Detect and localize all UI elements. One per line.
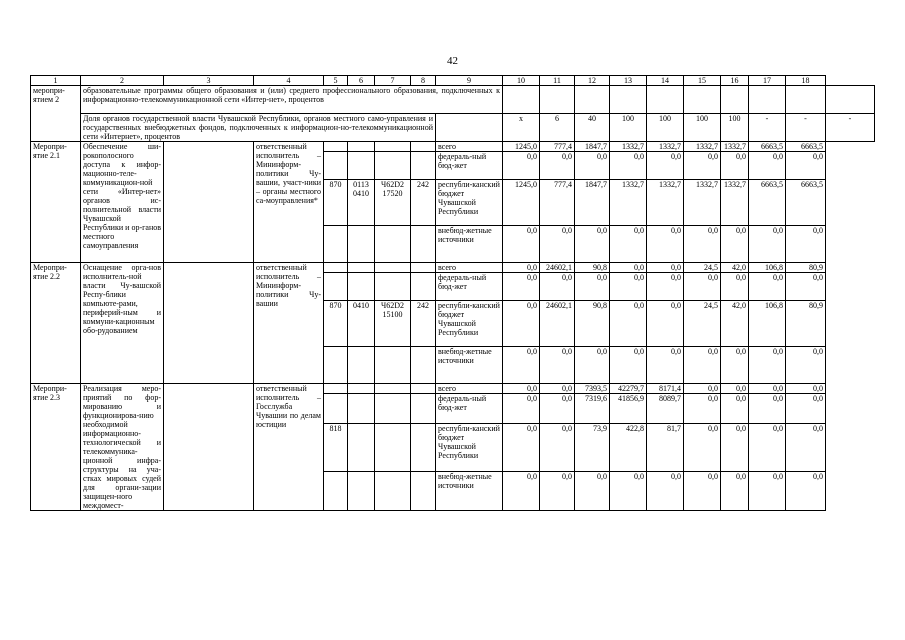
header-cell: 13 [610,76,647,86]
funding-source-cell: республи-канский бюджет Чувашской Республики [436,423,503,471]
page-number: 42 [447,55,458,67]
amount-cell: 6663,5 [786,180,826,226]
empty-cell [411,347,436,384]
code-csr-cell [375,423,411,471]
amount-cell: 106,8 [749,263,786,273]
indicator-value-cell: - [826,114,875,142]
empty-cell [324,142,348,152]
amount-cell: 0,0 [610,347,647,384]
funding-source-cell: республи-канский бюджет Чувашской Республики [436,180,503,226]
event-name-cell: Меропри-ятие 2.1 [31,142,81,263]
code-grbs-cell: 870 [324,301,348,347]
amount-cell: 1332,7 [610,142,647,152]
funding-source-cell: внебюд-жетные источники [436,226,503,263]
funding-source-cell: республи-канский бюджет Чувашской Республики [436,301,503,347]
funding-source-cell: федераль-ный бюд-жет [436,152,503,180]
amount-cell: 0,0 [503,273,540,301]
empty-cell [324,226,348,263]
amount-cell: 0,0 [575,347,610,384]
amount-cell: 1332,7 [684,142,721,152]
amount-cell: 0,0 [786,347,826,384]
amount-cell: 0,0 [684,152,721,180]
table-row [31,263,875,273]
amount-cell: 7319,6 [575,394,610,423]
amount-cell: 0,0 [647,273,684,301]
empty-cell [348,263,375,273]
amount-cell: 0,0 [749,472,786,511]
amount-cell: 0,0 [575,472,610,511]
amount-cell: 0,0 [684,273,721,301]
amount-cell: 1332,7 [647,180,684,226]
empty-cell [684,86,721,114]
amount-cell: 0,0 [503,472,540,511]
empty-cell [411,263,436,273]
event-name-cell: меропри-ятием 2 [31,86,81,142]
empty-cell [375,384,411,394]
empty-cell [647,86,684,114]
amount-cell: 0,0 [721,394,749,423]
amount-cell: 0,0 [610,472,647,511]
code-rzpr-cell: 0410 [348,301,375,347]
empty-cell [375,394,411,423]
empty-cell [411,273,436,301]
amount-cell: 1847,7 [575,142,610,152]
amount-cell: 0,0 [503,347,540,384]
header-cell: 8 [411,76,436,86]
amount-cell: 0,0 [721,273,749,301]
indicator-text-cell: Доля органов государственной власти Чувашской Республики, органов местного само-управления и государственных внебюджетных фондов, подключенных к информацион-но-телекоммуникационной сети «Интернет», процентов [81,114,436,142]
indicator-value-cell: 6 [540,114,575,142]
empty-cell [375,152,411,180]
empty-cell [375,347,411,384]
indicator-value-cell: 100 [721,114,749,142]
amount-cell: 6663,5 [749,180,786,226]
empty-cell [503,86,540,114]
header-cell: 7 [375,76,411,86]
amount-cell: 0,0 [749,394,786,423]
empty-cell [786,86,826,114]
amount-cell: 0,0 [684,472,721,511]
amount-cell: 0,0 [647,226,684,263]
amount-cell: 0,0 [647,263,684,273]
amount-cell: 24602,1 [540,263,575,273]
amount-cell: 0,0 [503,301,540,347]
amount-cell: 1332,7 [721,142,749,152]
amount-cell: 42,0 [721,263,749,273]
amount-cell: 0,0 [786,273,826,301]
header-cell: 9 [436,76,503,86]
empty-cell [164,263,254,384]
amount-cell: 80,9 [786,301,826,347]
empty-cell [348,384,375,394]
amount-cell: 0,0 [575,152,610,180]
amount-cell: 0,0 [503,394,540,423]
amount-cell: 0,0 [721,384,749,394]
empty-cell [749,86,786,114]
code-csr-cell: Ч62D2 15100 [375,301,411,347]
empty-cell [324,347,348,384]
header-cell: 3 [164,76,254,86]
empty-cell [164,384,254,511]
amount-cell: 0,0 [786,152,826,180]
amount-cell: 0,0 [786,394,826,423]
amount-cell: 0,0 [684,394,721,423]
executor-cell: ответственный исполнитель – Госслужба Чувашии по делам юстиции [254,384,324,511]
empty-cell [375,472,411,511]
header-cell: 10 [503,76,540,86]
amount-cell: 0,0 [721,423,749,471]
code-vr-cell: 242 [411,180,436,226]
empty-cell [348,347,375,384]
amount-cell: 0,0 [503,423,540,471]
amount-cell: 90,8 [575,301,610,347]
amount-cell: 0,0 [684,423,721,471]
amount-cell: 24602,1 [540,301,575,347]
indicator-value-cell: 40 [575,114,610,142]
amount-cell: 0,0 [610,263,647,273]
empty-cell [348,273,375,301]
empty-cell [348,226,375,263]
amount-cell: 0,0 [540,423,575,471]
amount-cell: 0,0 [749,384,786,394]
code-csr-cell: Ч62D2 17520 [375,180,411,226]
amount-cell: 0,0 [575,273,610,301]
amount-cell: 0,0 [540,347,575,384]
table-row [31,114,875,142]
empty-cell [411,384,436,394]
empty-cell [324,152,348,180]
amount-cell: 0,0 [684,226,721,263]
amount-cell: 1332,7 [721,180,749,226]
amount-cell: 0,0 [575,226,610,263]
amount-cell: 42,0 [721,301,749,347]
empty-cell [324,263,348,273]
funding-source-cell: всего [436,263,503,273]
empty-cell [411,142,436,152]
funding-source-cell: федераль-ный бюд-жет [436,273,503,301]
amount-cell: 0,0 [540,472,575,511]
amount-cell: 0,0 [749,347,786,384]
amount-cell: 80,9 [786,263,826,273]
indicator-value-cell: - [749,114,786,142]
amount-cell: 0,0 [540,394,575,423]
amount-cell: 777,4 [540,180,575,226]
funding-source-cell: внебюд-жетные источники [436,472,503,511]
funding-source-cell: всего [436,142,503,152]
empty-cell [375,226,411,263]
code-vr-cell [411,423,436,471]
amount-cell: 1332,7 [684,180,721,226]
indicator-unit-cell: х [503,114,540,142]
code-grbs-cell: 818 [324,423,348,471]
empty-cell [348,472,375,511]
amount-cell: 0,0 [610,301,647,347]
amount-cell: 0,0 [610,152,647,180]
header-cell: 12 [575,76,610,86]
empty-cell [324,273,348,301]
empty-cell [375,263,411,273]
amount-cell: 1245,0 [503,180,540,226]
event-description-cell: Оснащение орга-нов исполнитель-ной власти Чу-вашской Респу-блики компьюте-рами, периферий-ным и коммуни-кационным обо-рудованием [81,263,164,384]
table-row [31,142,875,152]
amount-cell: 81,7 [647,423,684,471]
amount-cell: 6663,5 [749,142,786,152]
empty-cell [575,86,610,114]
amount-cell: 0,0 [503,263,540,273]
empty-cell [348,142,375,152]
empty-cell [324,384,348,394]
event-description-cell: Реализация меро-приятий по фор-мированию и функционирова-нию необходимой информационно-технологической и телекоммуника-ционной инфра-структуры на уча-стках мировых судей для органи-зации защищен-ного междомест- [81,384,164,511]
event-description-cell: Обеспечение ши-рокополосного доступа к инфор-мационно-теле-коммуникацион-ной сети «Интер-нет» органов ис-полнительной власти Чувашской Республики и ор-ганов местного самоуправления [81,142,164,263]
executor-cell: ответственный исполнитель – Мининформ-политики Чу-вашии, участ-ники – органы местного са-моуправления* [254,142,324,263]
table-row [31,384,875,394]
amount-cell: 0,0 [647,347,684,384]
empty-cell [826,86,875,114]
amount-cell: 6663,5 [786,142,826,152]
header-cell: 6 [348,76,375,86]
header-cell: 11 [540,76,575,86]
amount-cell: 0,0 [540,273,575,301]
amount-cell: 0,0 [749,152,786,180]
indicator-value-cell: 100 [610,114,647,142]
amount-cell: 0,0 [749,226,786,263]
amount-cell: 0,0 [721,472,749,511]
amount-cell: 41856,9 [610,394,647,423]
header-cell: 15 [684,76,721,86]
header-cell: 14 [647,76,684,86]
amount-cell: 0,0 [610,273,647,301]
header-cell: 2 [81,76,164,86]
code-vr-cell: 242 [411,301,436,347]
amount-cell: 0,0 [503,152,540,180]
amount-cell: 0,0 [786,226,826,263]
header-cell: 5 [324,76,348,86]
indicator-text-cell: образовательные программы общего образования и (или) среднего профессионального образования, подключенных к информационно-телекоммуникационной сети «Интер-нет», процентов [81,86,503,114]
code-grbs-cell: 870 [324,180,348,226]
amount-cell: 777,4 [540,142,575,152]
header-cell: 16 [721,76,749,86]
amount-cell: 0,0 [749,273,786,301]
program-table [30,75,875,511]
header-cell: 18 [786,76,826,86]
empty-cell [411,152,436,180]
code-rzpr-cell: 0113 0410 [348,180,375,226]
empty-cell [721,86,749,114]
amount-cell: 7393,5 [575,384,610,394]
amount-cell: 0,0 [684,347,721,384]
indicator-value-cell: 100 [647,114,684,142]
indicator-value-cell: 100 [684,114,721,142]
amount-cell: 0,0 [721,347,749,384]
amount-cell: 0,0 [503,384,540,394]
amount-cell: 0,0 [721,226,749,263]
amount-cell: 1332,7 [610,180,647,226]
amount-cell: 0,0 [749,423,786,471]
amount-cell: 42279,7 [610,384,647,394]
empty-cell [375,273,411,301]
empty-cell [436,114,503,142]
event-name-cell: Меропри-ятие 2.3 [31,384,81,511]
empty-cell [411,472,436,511]
amount-cell: 0,0 [786,384,826,394]
empty-cell [540,86,575,114]
amount-cell: 0,0 [647,472,684,511]
amount-cell: 0,0 [540,226,575,263]
header-cell: 1 [31,76,81,86]
header-row [31,76,875,86]
empty-cell [348,394,375,423]
executor-cell: ответственный исполнитель – Мининформ-политики Чу-вашии [254,263,324,384]
amount-cell: 0,0 [786,472,826,511]
header-cell: 17 [749,76,786,86]
amount-cell: 0,0 [786,423,826,471]
amount-cell: 0,0 [647,152,684,180]
funding-source-cell: внебюд-жетные источники [436,347,503,384]
funding-source-cell: всего [436,384,503,394]
amount-cell: 1332,7 [647,142,684,152]
amount-cell: 106,8 [749,301,786,347]
empty-cell [411,394,436,423]
amount-cell: 8171,4 [647,384,684,394]
empty-cell [411,226,436,263]
event-name-cell: Меропри-ятие 2.2 [31,263,81,384]
indicator-value-cell: - [786,114,826,142]
empty-cell [324,472,348,511]
amount-cell: 24,5 [684,301,721,347]
code-rzpr-cell [348,423,375,471]
amount-cell: 73,9 [575,423,610,471]
amount-cell: 0,0 [610,226,647,263]
amount-cell: 1847,7 [575,180,610,226]
amount-cell: 0,0 [540,384,575,394]
amount-cell: 0,0 [721,152,749,180]
empty-cell [610,86,647,114]
empty-cell [375,142,411,152]
amount-cell: 0,0 [503,226,540,263]
header-cell: 4 [254,76,324,86]
amount-cell: 0,0 [684,384,721,394]
amount-cell: 0,0 [540,152,575,180]
empty-cell [348,152,375,180]
amount-cell: 90,8 [575,263,610,273]
funding-source-cell: федераль-ный бюд-жет [436,394,503,423]
amount-cell: 422,8 [610,423,647,471]
empty-cell [324,394,348,423]
amount-cell: 24,5 [684,263,721,273]
table-row [31,86,875,114]
amount-cell: 1245,0 [503,142,540,152]
amount-cell: 0,0 [647,301,684,347]
empty-cell [164,142,254,263]
amount-cell: 8089,7 [647,394,684,423]
